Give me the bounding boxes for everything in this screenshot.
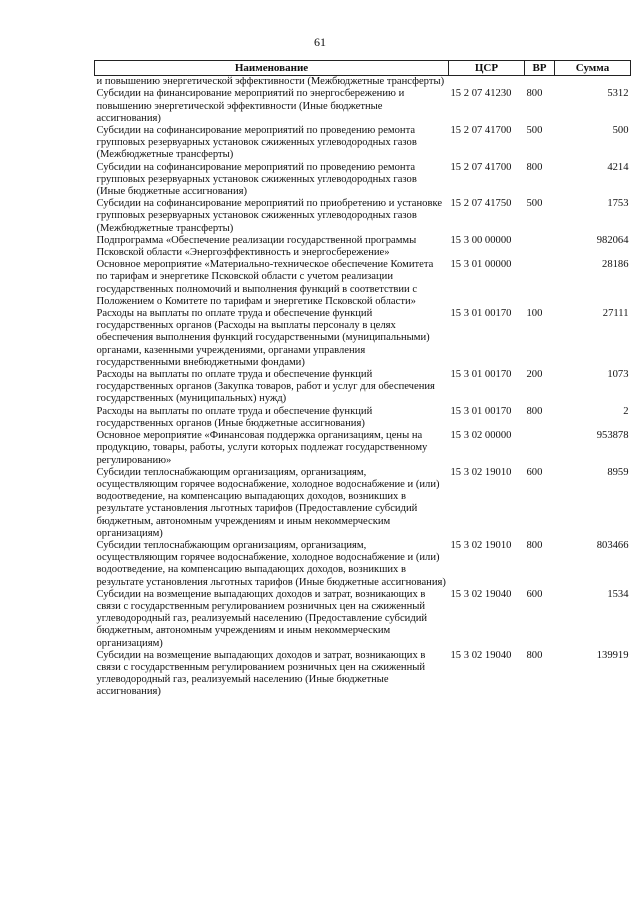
- cell-sum: [555, 76, 631, 89]
- table-row: [95, 540, 631, 589]
- table-row: [95, 308, 631, 369]
- cell-name: Расходы на выплаты по оплате труда и обеспечение функций государственных органов (Иные бюджетные ассигнования): [96, 405, 373, 429]
- table-row: [95, 259, 631, 308]
- cell-sum: 4214: [607, 161, 629, 173]
- cell-sum: 27111: [602, 308, 629, 320]
- cell-csr: 15 3 02 19040: [450, 588, 512, 600]
- cell-sum: 1753: [607, 198, 629, 210]
- cell-vr: 500: [526, 125, 543, 137]
- cell-csr: 15 3 01 00000: [450, 259, 512, 271]
- page-number: 61: [314, 35, 326, 49]
- budget-table: [94, 60, 631, 699]
- cell-vr: [525, 430, 555, 467]
- cell-csr: 15 3 02 19010: [450, 539, 512, 551]
- cell-csr: 15 3 01 00170: [450, 405, 512, 417]
- column-header-name: Наименование: [95, 61, 449, 76]
- cell-sum: 5312: [607, 88, 629, 100]
- cell-vr: 800: [526, 649, 543, 661]
- cell-sum: 982064: [596, 234, 629, 246]
- cell-sum: 2: [623, 405, 629, 417]
- cell-vr: 200: [526, 369, 543, 381]
- cell-sum: 1534: [607, 588, 629, 600]
- cell-sum: 953878: [596, 430, 629, 442]
- table-row: [95, 88, 631, 125]
- cell-name: Субсидии на возмещение выпадающих доходов и затрат, возникающих в связи с государственным регулированием розничных цен на сжиженный углеводородный газ, реализуемый населению (Иные бюджетные ассигнования): [96, 649, 426, 698]
- cell-name: Расходы на выплаты по оплате труда и обеспечение функций государственных органов (Расходы на выплаты персоналу в целях обеспечения выполнения функций государственными (муниципальными) органами, казенными учреждениями, органами управления государственными внебюджетными фондами): [96, 308, 430, 368]
- cell-name: Подпрограмма «Обеспечение реализации государственной программы Псковской области «Энергоэффективность и энергосбережение»: [96, 234, 417, 259]
- table-header-row: [95, 61, 631, 76]
- cell-csr: 15 2 07 41230: [450, 88, 512, 100]
- column-header-vr: ВР: [525, 61, 555, 76]
- cell-csr: 15 3 01 00170: [450, 369, 512, 381]
- cell-vr: [525, 259, 555, 308]
- cell-csr: 15 3 02 00000: [450, 430, 512, 442]
- table-row: [95, 467, 631, 540]
- cell-name: Субсидии на финансирование мероприятий по энергосбережению и повышению энергетической эффективности (Иные бюджетные ассигнования): [96, 88, 405, 124]
- cell-vr: 600: [526, 466, 543, 478]
- table-row: [95, 235, 631, 259]
- cell-name: Основное мероприятие «Материально-техническое обеспечение Комитета по тарифам и энергетике Псковской области с учетом реализации государственных полномочий и выполнения функций в соответствии с Положением о Комитете по тарифам и энергетике Псковской области»: [96, 259, 434, 307]
- table-row: [95, 198, 631, 235]
- cell-csr: 15 3 02 19040: [450, 649, 512, 661]
- cell-sum: 1073: [607, 369, 629, 381]
- cell-csr: 15 2 07 41700: [450, 161, 512, 173]
- table-row: [95, 369, 631, 406]
- cell-sum: 8959: [607, 466, 629, 478]
- cell-csr: 15 3 01 00170: [450, 308, 512, 320]
- cell-sum: 803466: [596, 539, 629, 551]
- column-header-csr: ЦСР: [449, 61, 525, 76]
- cell-name: Субсидии на возмещение выпадающих доходов и затрат, возникающих в связи с государственным регулированием розничных цен на сжиженный углеводородный газ, реализуемый населению (Предоставление субсидий бюджетным, автономным учреждениям и иным некоммерческим организациям): [96, 588, 428, 649]
- table-row: [95, 589, 631, 650]
- cell-name: Субсидии на софинансирование мероприятий по проведению ремонта групповых резервуарных установок сжиженных углеводородных газов (Иные бюджетные ассигнования): [96, 161, 417, 198]
- cell-name: Субсидии на софинансирование мероприятий по проведению ремонта групповых резервуарных установок сжиженных углеводородных газов (Межбюджетные трансферты): [96, 125, 417, 161]
- table-row: [95, 650, 631, 699]
- cell-name: Основное мероприятие «Финансовая поддержка организациям, цены на продукцию, товары, работы, услуги которых подлежат государственному регулированию»: [96, 430, 428, 466]
- cell-name: Расходы на выплаты по оплате труда и обеспечение функций государственных органов (Закупка товаров, работ и услуг для обеспечения государственных (муниципальных) нужд): [96, 369, 435, 405]
- cell-csr: 15 3 00 00000: [450, 234, 512, 246]
- column-header-sum: Сумма: [555, 61, 631, 76]
- cell-vr: 800: [526, 405, 543, 417]
- cell-name: Субсидии на софинансирование мероприятий по приобретению и установке групповых резервуарных установок сжиженных углеводородных газов (Межбюджетные трансферты): [96, 198, 443, 234]
- cell-vr: 800: [526, 539, 543, 551]
- cell-sum: 28186: [602, 259, 629, 271]
- cell-vr: 800: [526, 161, 543, 173]
- table-row: [95, 76, 631, 89]
- cell-csr: 15 3 02 19010: [450, 466, 512, 478]
- cell-name: и повышению энергетической эффективности (Межбюджетные трансферты): [96, 76, 445, 88]
- cell-vr: 500: [526, 198, 543, 210]
- table-row: [95, 430, 631, 467]
- cell-vr: 600: [526, 588, 543, 600]
- cell-vr: 800: [526, 88, 543, 100]
- cell-csr: 15 2 07 41700: [450, 125, 512, 137]
- cell-name: Субсидии теплоснабжающим организациям, организациям, осуществляющим горячее водоснабжение, холодное водоснабжение и (или) водоотведение, на компенсацию выпадающих доходов, возникших в результате установления льготных тарифов (Предоставление субсидий бюджетным, автономным учреждениям и иным некоммерческим организациям): [96, 466, 440, 539]
- cell-csr: 15 2 07 41750: [450, 198, 512, 210]
- cell-vr: [525, 235, 555, 259]
- cell-sum: 139919: [596, 649, 629, 661]
- cell-name: Субсидии теплоснабжающим организациям, организациям, осуществляющим горячее водоснабжение, холодное водоснабжение и (или) водоотведение, на компенсацию выпадающих доходов, возникших в результате установления льготных тарифов (Иные бюджетные ассигнования): [96, 539, 446, 588]
- cell-csr: [449, 76, 525, 89]
- table-row: [95, 125, 631, 162]
- cell-vr: [525, 76, 555, 89]
- table-row: [95, 162, 631, 199]
- cell-sum: 500: [612, 125, 629, 137]
- table-row: [95, 406, 631, 430]
- cell-vr: 100: [526, 308, 543, 320]
